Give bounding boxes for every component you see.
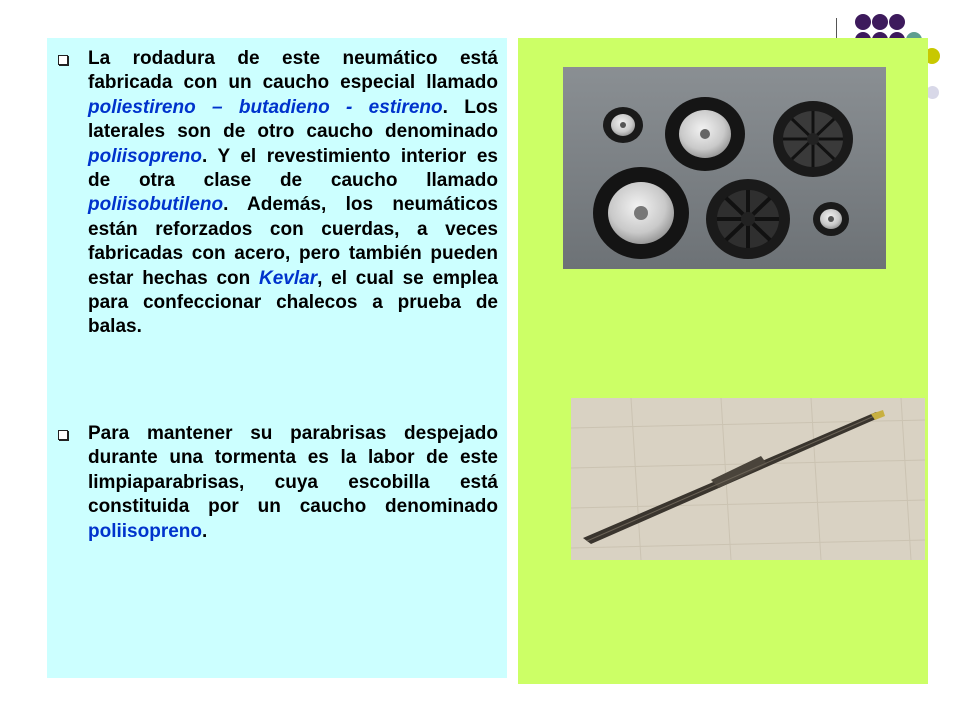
dot-icon: [872, 14, 888, 30]
bullet-paragraph-wiper: [58, 422, 498, 544]
text-run: . Y el revestimiento interior es de otra clase de caucho llamado: [88, 145, 498, 192]
text-run: La rodadura de este neumático está fabricada con un caucho especial llamado: [88, 48, 498, 94]
text-run: , el cual se emplea para confeccionar chalecos a prueba de balas.: [88, 267, 498, 338]
bullet-paragraph-tires: [58, 47, 498, 340]
highlight-term: poliisopreno: [88, 520, 202, 542]
text-run: Para mantener su parabrisas despejado durante una tormenta es la labor de este limpiaparabrisas, cuya escobilla está constituida por un caucho denominado: [88, 423, 498, 518]
highlight-term: poliisobutileno: [88, 194, 224, 216]
text-run: . Además, los neumáticos están reforzados con cuerdas, a veces fabricadas con acero, pero también pueden estar hechas con: [88, 194, 498, 289]
text-run: . Los laterales son de otro caucho denominado: [88, 96, 499, 143]
highlight-term: poliestireno – butadieno - estireno: [88, 96, 443, 118]
bullet-square-icon: [58, 430, 68, 440]
dot-icon: [889, 14, 905, 30]
wiper-photo: [571, 398, 925, 560]
highlight-term: poliisopreno: [88, 145, 202, 167]
text-run: .: [202, 520, 208, 542]
paragraph-text: [88, 47, 498, 340]
dot-icon: [855, 14, 871, 30]
paragraph-text: [88, 422, 498, 544]
bullet-square-icon: [58, 55, 68, 65]
highlight-term: Kevlar: [259, 267, 318, 289]
tires-photo: [563, 67, 886, 269]
